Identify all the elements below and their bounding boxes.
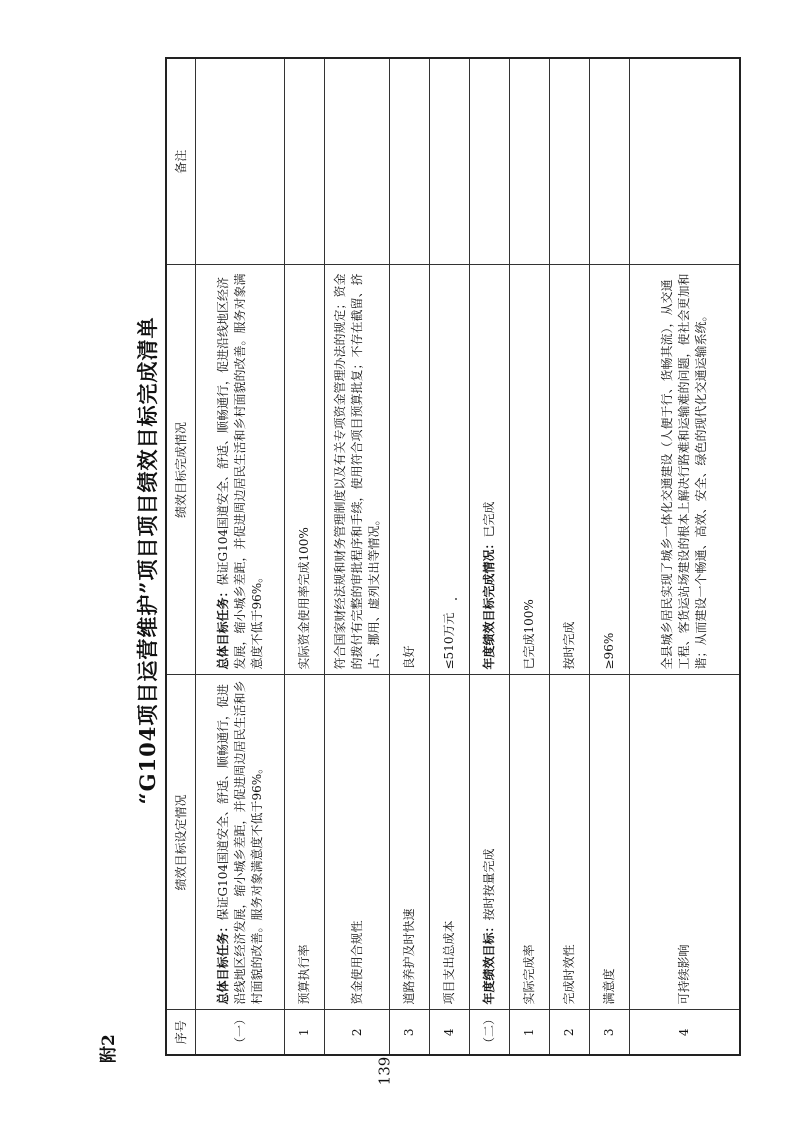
table-row xyxy=(325,58,390,1055)
target-set-cell: 预算执行率 xyxy=(285,675,325,1010)
table-row xyxy=(590,58,630,1055)
target-done-cell: ≥96% xyxy=(590,265,630,675)
table-row xyxy=(390,58,430,1055)
target-done-cell: 良好 xyxy=(390,265,430,675)
row-no: 2 xyxy=(550,1010,590,1055)
target-done-cell: 已完成100% xyxy=(510,265,550,675)
table-row xyxy=(630,58,741,1055)
target-set-cell: 满意度 xyxy=(590,675,630,1010)
remark-cell xyxy=(430,58,470,265)
target-done-text: 已完成 xyxy=(482,501,496,538)
target-set-cell: 项目支出总成本 xyxy=(430,675,470,1010)
target-done-cell: 符合国家财经法规和财务管理制度以及有关专项资金管理办法的规定；资金的拨付有完整的审批程序和手续，使用符合项目预算批复；不存在截留、挤占、挪用、虚列支出等情况。 xyxy=(325,265,390,675)
table-row xyxy=(430,58,470,1055)
target-done-prefix: 年度绩效目标完成情况： xyxy=(482,537,496,670)
table-row xyxy=(285,58,325,1055)
remark-cell xyxy=(510,58,550,265)
target-set-cell xyxy=(470,675,510,1010)
target-set-cell: 实际完成率 xyxy=(510,675,550,1010)
target-set-text: 保证G104国道安全、舒适、顺畅通行，促进沿线地区经济发展，缩小城乡差距，并促进周边居民生活和乡村面貌的改善。服务对象满意度不低于96%。 xyxy=(215,680,264,1005)
remark-cell xyxy=(630,58,741,265)
remark-cell xyxy=(390,58,430,265)
target-done-cell xyxy=(470,265,510,675)
row-no: （二） xyxy=(470,1010,510,1055)
page-number: 139 xyxy=(375,1056,394,1086)
remark-cell xyxy=(325,58,390,265)
target-set-prefix: 年度绩效目标： xyxy=(482,920,496,1005)
header-target-done: 绩效目标完成情况 xyxy=(166,265,196,675)
table-row xyxy=(196,58,285,1055)
target-done-cell: 按时完成 xyxy=(550,265,590,675)
target-done-cell: ≤510万元 xyxy=(430,265,470,675)
header-target-set: 绩效目标设定情况 xyxy=(166,675,196,1010)
target-set-cell: 完成时效性 xyxy=(550,675,590,1010)
target-done-text: 保证G104国道安全、舒适、顺畅通行，促进沿线地区经济发展，缩小城乡差距，并促进周边居民生活和乡村面貌的改善。服务对象满意度不低于96%。 xyxy=(215,273,264,670)
target-done-prefix: 总体目标任务： xyxy=(215,585,230,670)
target-set-cell: 道路养护及时快速 xyxy=(390,675,430,1010)
remark-cell xyxy=(196,58,285,265)
header-no: 序号 xyxy=(166,1010,196,1055)
row-no: 4 xyxy=(630,1010,741,1055)
table-row xyxy=(550,58,590,1055)
remark-cell xyxy=(285,58,325,265)
remark-cell xyxy=(590,58,630,265)
attachment-label: 附2 xyxy=(99,1034,119,1063)
table-row xyxy=(470,58,510,1055)
row-no: 1 xyxy=(285,1010,325,1055)
table-header-row xyxy=(166,58,196,1055)
performance-table xyxy=(165,57,741,1056)
remark-cell xyxy=(550,58,590,265)
target-set-cell: 可持续影响 xyxy=(630,675,741,1010)
document-title: “G104项目运营维护”项目项目绩效目标完成清单 xyxy=(135,316,160,805)
target-set-cell xyxy=(196,675,285,1010)
target-set-cell: 资金使用合规性 xyxy=(325,675,390,1010)
row-no: （一） xyxy=(196,1010,285,1055)
row-no: 3 xyxy=(390,1010,430,1055)
header-remark: 备注 xyxy=(166,58,196,265)
target-done-cell: 全县城乡居民实现了城乡一体化交通建设（人便于行、货畅其流），从交通工程、客货运站场建设的根本上解决行路难和运输难的问题，使社会更加和谐；从而建设一个畅通、高效、安全、绿色的现代化交通运输系统。 xyxy=(630,265,741,675)
row-no: 4 xyxy=(430,1010,470,1055)
target-set-text: 按时按量完成 xyxy=(482,848,496,921)
target-done-cell xyxy=(196,265,285,675)
row-no: 2 xyxy=(325,1010,390,1055)
remark-cell xyxy=(470,58,510,265)
target-set-prefix: 总体目标任务： xyxy=(215,920,230,1005)
table-row xyxy=(510,58,550,1055)
row-no: 1 xyxy=(510,1010,550,1055)
row-no: 3 xyxy=(590,1010,630,1055)
target-done-cell: 实际资金使用率完成100% xyxy=(285,265,325,675)
